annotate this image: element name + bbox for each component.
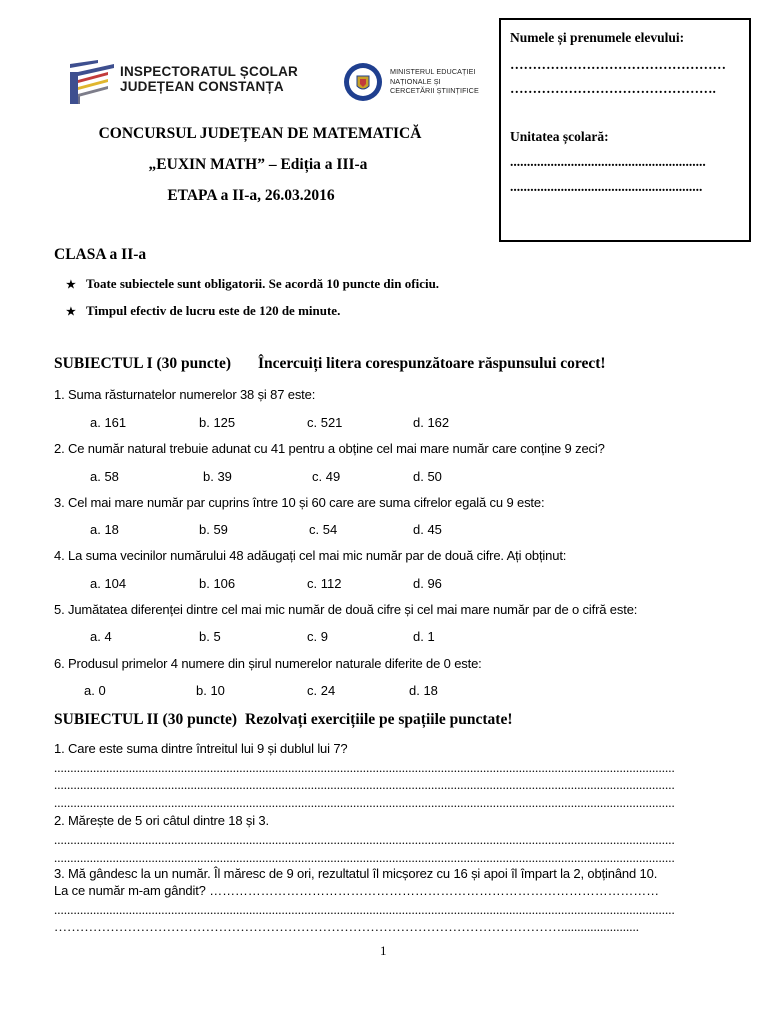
answer-option[interactable]: d. 18 — [409, 683, 438, 698]
answer-option[interactable]: a. 0 — [84, 683, 106, 698]
answer-option[interactable]: d. 45 — [413, 522, 442, 537]
answer-line[interactable]: ............................................................................................................................................................................................... — [54, 833, 675, 847]
edition-title: „EUXIN MATH” – Ediția a III-a — [148, 156, 368, 173]
answer-option[interactable]: b. 5 — [199, 629, 221, 644]
school-label: Unitatea școlară: — [510, 129, 609, 144]
rule-item — [66, 303, 340, 319]
question-1: 1. Suma răsturnatelor numerelor 38 și 87 este: — [54, 387, 316, 402]
school-field[interactable]: .......................................................... — [510, 154, 706, 169]
answer-option[interactable]: c. 24 — [307, 683, 336, 698]
student-info-box — [499, 18, 751, 242]
subject2-question-1: 1. Care este suma dintre întreitul lui 9 și dublul lui 7? — [54, 741, 348, 756]
answer-line[interactable]: ............................................................................................................................................................................................... — [54, 796, 675, 810]
contest-title: CONCURSUL JUDEȚEAN DE MATEMATICĂ — [98, 125, 422, 142]
answer-line[interactable]: ............................................................................................................................................................................................... — [54, 851, 675, 865]
stage-title: ETAPA a II-a, 26.03.2016 — [167, 187, 335, 204]
answer-line[interactable]: ............................................................................................................................................................................................... — [54, 778, 675, 792]
answer-option[interactable]: a. 18 — [90, 522, 119, 537]
subject1-heading-row — [54, 355, 606, 373]
star-icon: ★ — [66, 279, 76, 291]
answer-option[interactable]: d. 96 — [413, 576, 442, 591]
subject1-heading: SUBIECTUL I (30 puncte) — [54, 355, 231, 372]
answer-option[interactable]: d. 50 — [413, 469, 442, 484]
rule-item — [66, 276, 439, 292]
subject1-instruction: Încercuiți litera corespunzătoare răspunsului corect! — [258, 355, 606, 372]
ministry-emblem-icon — [343, 62, 383, 102]
ministry-text — [390, 67, 479, 96]
answer-option[interactable]: c. 54 — [309, 522, 338, 537]
answer-option[interactable]: b. 106 — [199, 576, 236, 591]
answer-option[interactable]: d. 1 — [413, 629, 435, 644]
answer-option[interactable]: b. 59 — [199, 522, 228, 537]
answer-option[interactable]: b. 10 — [196, 683, 225, 698]
answer-option[interactable]: d. 162 — [413, 415, 450, 430]
isj-logo-text — [120, 64, 298, 94]
subject2-question-3-cont: La ce număr m-am gândit? …………………………………………………………………………………………… — [54, 883, 659, 898]
answer-option[interactable]: a. 58 — [90, 469, 119, 484]
question-2: 2. Ce număr natural trebuie adunat cu 41 pentru a obține cel mai mare număr care conține 9 zeci? — [54, 441, 605, 456]
question-3: 3. Cel mai mare număr par cuprins între 10 și 60 care are suma cifrelor egală cu 9 este: — [54, 495, 545, 510]
answer-option[interactable]: c. 521 — [307, 415, 343, 430]
answer-option[interactable]: a. 104 — [90, 576, 127, 591]
rule-text: Toate subiectele sunt obligatorii. Se acordă 10 puncte din oficiu. — [86, 276, 440, 291]
answer-option[interactable]: b. 125 — [199, 415, 236, 430]
answer-option[interactable]: c. 49 — [312, 469, 341, 484]
ministry-line3: CERCETĂRII ȘTIINȚIFICE — [390, 86, 479, 95]
rule-text: Timpul efectiv de lucru este de 120 de minute. — [86, 303, 341, 318]
question-4: 4. La suma vecinilor numărului 48 adăugați cel mai mic număr par de două cifre. Ați obținut: — [54, 548, 567, 563]
answer-option[interactable]: a. 161 — [90, 415, 127, 430]
subject2-question-2: 2. Mărește de 5 ori câtul dintre 18 și 3. — [54, 813, 269, 828]
student-name-label: Numele și prenumele elevului: — [510, 30, 685, 45]
question-5: 5. Jumătatea diferenței dintre cel mai mic număr de două cifre și cel mai mare număr par de o cifră este: — [54, 602, 638, 617]
student-name-field[interactable]: ………………………………………… — [510, 57, 726, 72]
school-field-2[interactable]: ......................................................... — [510, 179, 703, 194]
answer-line[interactable]: ………………………………………………………………………………………………………........................ — [54, 920, 639, 934]
subject2-heading-row — [54, 711, 512, 729]
isj-line1: INSPECTORATUL ȘCOLAR — [120, 64, 299, 79]
class-label: CLASA a II-a — [54, 246, 147, 263]
page-number: 1 — [380, 943, 387, 958]
question-6: 6. Produsul primelor 4 numere din șirul numerelor naturale diferite de 0 este: — [54, 656, 482, 671]
subject2-question-3: 3. Mă gândesc la un număr. Îl măresc de 9 ori, rezultatul îl micșorez cu 16 și apoi îl împart la 2, obținând 10. — [54, 866, 658, 881]
subject2-instruction: Rezolvați exercițiile pe spațiile punctate! — [245, 711, 513, 728]
answer-line[interactable]: ............................................................................................................................................................................................... — [54, 761, 675, 775]
answer-option[interactable]: c. 9 — [307, 629, 328, 644]
answer-option[interactable]: a. 4 — [90, 629, 112, 644]
answer-option[interactable]: b. 39 — [203, 469, 232, 484]
ministry-line2: NAȚIONALE ȘI — [390, 76, 441, 86]
ministry-line1: MINISTERUL EDUCAȚIEI — [390, 67, 476, 76]
answer-option[interactable]: c. 112 — [307, 576, 342, 591]
isj-line2: JUDEȚEAN CONSTANȚA — [120, 79, 284, 94]
star-icon: ★ — [66, 306, 76, 318]
answer-line[interactable]: ............................................................................................................................................................................................... — [54, 903, 675, 917]
subject2-heading: SUBIECTUL II (30 puncte) — [54, 711, 238, 728]
student-name-field-2[interactable]: ………………………………………. — [510, 81, 716, 96]
isj-logo-icon — [68, 58, 116, 106]
